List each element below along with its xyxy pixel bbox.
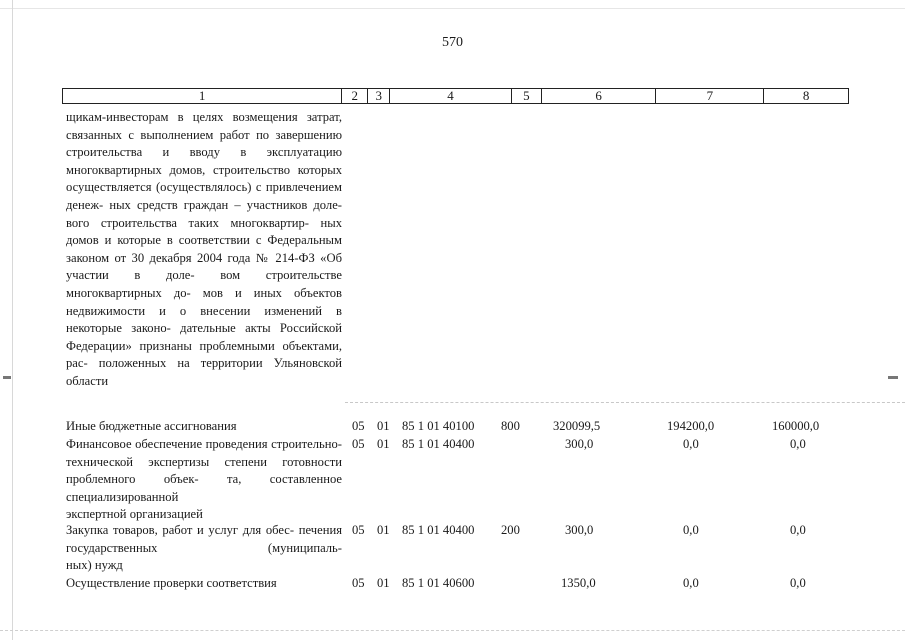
cell-year2: 0,0 (683, 523, 699, 537)
table-header (62, 88, 849, 104)
cell-section: 05 (352, 523, 365, 537)
cell-year3: 0,0 (790, 523, 806, 537)
table-row-description: Осуществление проверки соответствия (66, 576, 277, 590)
cell-year1: 1350,0 (561, 576, 596, 590)
scan-dotted-line (345, 402, 905, 409)
cell-section: 05 (352, 419, 365, 433)
header-col-7: 7 (656, 89, 764, 103)
cell-year3: 160000,0 (772, 419, 820, 433)
cell-target-article: 85 1 01 40100 (402, 419, 475, 433)
scan-mark-right (888, 376, 898, 379)
header-col-5: 5 (512, 89, 542, 103)
header-col-4: 4 (390, 89, 512, 103)
cell-year2: 0,0 (683, 576, 699, 590)
cell-year3: 0,0 (790, 576, 806, 590)
header-col-6: 6 (542, 89, 657, 103)
header-col-2: 2 (342, 89, 368, 103)
cell-section: 05 (352, 437, 365, 451)
cell-target-article: 85 1 01 40400 (402, 437, 475, 451)
cell-expense-type: 200 (501, 523, 520, 537)
scan-top-edge (0, 8, 905, 9)
cell-subsection: 01 (377, 523, 390, 537)
header-col-3: 3 (368, 89, 390, 103)
cell-section: 05 (352, 576, 365, 590)
cell-year1: 320099,5 (553, 419, 601, 433)
page-number: 570 (442, 35, 463, 50)
cell-year2: 0,0 (683, 437, 699, 451)
cell-target-article: 85 1 01 40600 (402, 576, 475, 590)
header-col-8: 8 (802, 88, 810, 103)
table-row-description: Финансовое обеспечение проведения строительно-технической экспертизы степени готовности проблемного объек- та, составленное специализированной экспертной организацией (66, 437, 343, 522)
scan-mark-left (3, 376, 11, 379)
table-row-description: Иные бюджетные ассигнования (66, 419, 237, 433)
header-col-1: 1 (63, 89, 342, 103)
cell-target-article: 85 1 01 40400 (402, 523, 475, 537)
cell-subsection: 01 (377, 576, 390, 590)
cell-expense-type: 800 (501, 419, 520, 433)
table-row-description: Закупка товаров, работ и услуг для обес- печения государственных (муниципаль- ных) нужд (66, 523, 342, 573)
scan-bottom-edge (0, 630, 905, 632)
cell-year2: 194200,0 (667, 419, 715, 433)
cell-year1: 300,0 (565, 437, 594, 451)
cell-subsection: 01 (377, 437, 390, 451)
cell-year1: 300,0 (565, 523, 594, 537)
scan-left-edge (12, 0, 13, 640)
cell-year3: 0,0 (790, 437, 806, 451)
table-row-description: щикам-инвесторам в целях возмещения затрат, связанных с выполнением работ по завершению строительства и вводу в эксплуатацию многоквартирных домов, строительство которых осуществляется (осуществлялось) с привлечением денеж- ных средств граждан – участников доле- вого строительства таких многоквартир- ных домов и которые в соответствии с Федеральным законом от 30 декабря 2004 года № 214-ФЗ «Об участии в доле- вом строительстве многоквартирных до- мов и иных объектов недвижимости и о внесении изменений в некоторые законо- дательные акты Российской Федерации» признаны проблемными объектами, рас- положенных на территории Ульяновской области (66, 110, 343, 388)
cell-subsection: 01 (377, 419, 390, 433)
